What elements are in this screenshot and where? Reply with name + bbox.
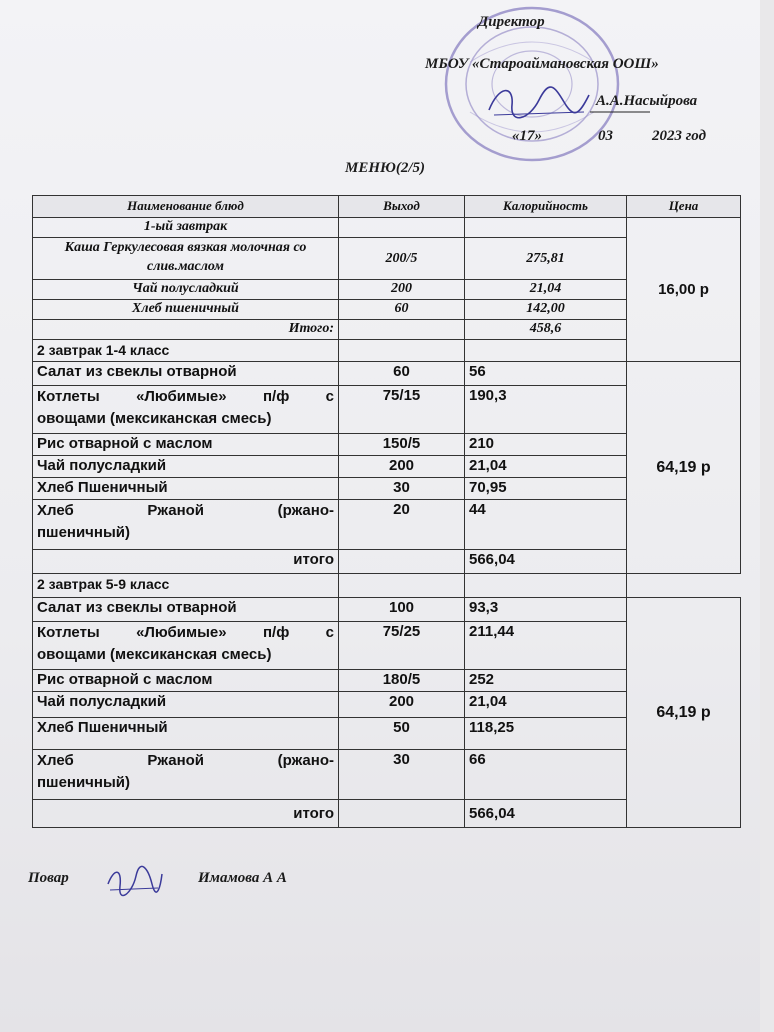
dish-calories: 21,04 [465, 280, 627, 300]
approval-day: «17» [512, 128, 542, 144]
menu-title: МЕНЮ(2/5) [345, 160, 426, 176]
dish-output: 200 [339, 692, 465, 718]
table-row [33, 598, 741, 622]
dish-name-line: Котлеты «Любимые» п/ф с [37, 388, 334, 405]
dish-output: 60 [339, 300, 465, 320]
school-name: МБОУ «Староаймановская ООШ» [425, 56, 659, 72]
col-header-name: Наименование блюд [33, 196, 339, 218]
dish-output: 200 [339, 280, 465, 300]
total-value: 566,04 [465, 800, 627, 828]
dish-calories: 93,3 [465, 598, 627, 622]
dish-name [33, 750, 339, 800]
col-header-calories: Калорийность [465, 196, 627, 218]
dish-name: Каша Геркулесовая вязкая молочная со слив.маслом [33, 238, 339, 280]
dish-name: Хлеб Пшеничный [33, 478, 339, 500]
director-name: А.А.Насыйрова [596, 93, 698, 109]
dish-name-line: овощами (мексиканская смесь) [37, 646, 272, 663]
header-row [33, 196, 741, 218]
dish-name: Салат из свеклы отварной [33, 362, 339, 386]
dish-calories: 252 [465, 670, 627, 692]
dish-calories: 211,44 [465, 622, 627, 670]
dish-output: 30 [339, 750, 465, 800]
section-price: 64,19 р [627, 362, 741, 574]
date-underline [590, 110, 650, 114]
dish-calories: 44 [465, 500, 627, 550]
section-title: 2 завтрак 5-9 класс [33, 574, 339, 598]
dish-name: Рис отварной с маслом [33, 670, 339, 692]
cook-label: Повар [28, 870, 69, 886]
dish-name [33, 500, 339, 550]
dish-name-line: овощами (мексиканская смесь) [37, 410, 272, 427]
director-signature [484, 80, 594, 125]
dish-name: Салат из свеклы отварной [33, 598, 339, 622]
dish-calories: 275,81 [465, 238, 627, 280]
total-label: итого [33, 800, 339, 828]
dish-calories: 142,00 [465, 300, 627, 320]
approval-year: 2023 год [652, 128, 707, 144]
dish-calories: 21,04 [465, 692, 627, 718]
dish-output: 200/5 [339, 238, 465, 280]
total-label: итого [33, 550, 339, 574]
dish-calories: 56 [465, 362, 627, 386]
dish-name-line: пшеничный) [37, 524, 130, 541]
dish-name: Хлеб пшеничный [33, 300, 339, 320]
section-price: 16,00 р [627, 218, 741, 362]
dish-name-line: Хлеб Ржаной (ржано- [37, 752, 334, 769]
dish-name [33, 386, 339, 434]
dish-output: 60 [339, 362, 465, 386]
section-title: 2 завтрак 1-4 класс [33, 340, 339, 362]
dish-name: Чай полусладкий [33, 692, 339, 718]
dish-calories: 210 [465, 434, 627, 456]
table-row [33, 362, 741, 386]
section-row [33, 218, 741, 238]
dish-calories: 118,25 [465, 718, 627, 750]
dish-name: Рис отварной с маслом [33, 434, 339, 456]
dish-name: Чай полусладкий [33, 456, 339, 478]
dish-output: 200 [339, 456, 465, 478]
dish-output: 50 [339, 718, 465, 750]
dish-output: 20 [339, 500, 465, 550]
dish-calories: 190,3 [465, 386, 627, 434]
dish-name [33, 622, 339, 670]
total-value: 458,6 [465, 320, 627, 340]
director-title: Директор [478, 14, 545, 30]
dish-output: 75/25 [339, 622, 465, 670]
dish-name: Хлеб Пшеничный [33, 718, 339, 750]
total-label: Итого: [33, 320, 339, 340]
col-header-price: Цена [627, 196, 741, 218]
dish-output: 30 [339, 478, 465, 500]
section-price: 64,19 р [627, 598, 741, 828]
dish-output: 180/5 [339, 670, 465, 692]
total-value: 566,04 [465, 550, 627, 574]
dish-calories: 70,95 [465, 478, 627, 500]
dish-calories: 66 [465, 750, 627, 800]
dish-calories: 21,04 [465, 456, 627, 478]
section-row [33, 574, 741, 598]
section-title: 1-ый завтрак [33, 218, 339, 238]
cook-name: Имамова А А [198, 870, 287, 886]
approval-month: 03 [598, 128, 613, 144]
dish-output: 75/15 [339, 386, 465, 434]
dish-name-line: пшеничный) [37, 774, 130, 791]
col-header-output: Выход [339, 196, 465, 218]
dish-name-line: Котлеты «Любимые» п/ф с [37, 624, 334, 641]
cook-signature [104, 864, 164, 898]
menu-table [32, 195, 741, 828]
dish-name-line: Хлеб Ржаной (ржано- [37, 502, 334, 519]
dish-output: 100 [339, 598, 465, 622]
dish-name: Чай полусладкий [33, 280, 339, 300]
dish-output: 150/5 [339, 434, 465, 456]
